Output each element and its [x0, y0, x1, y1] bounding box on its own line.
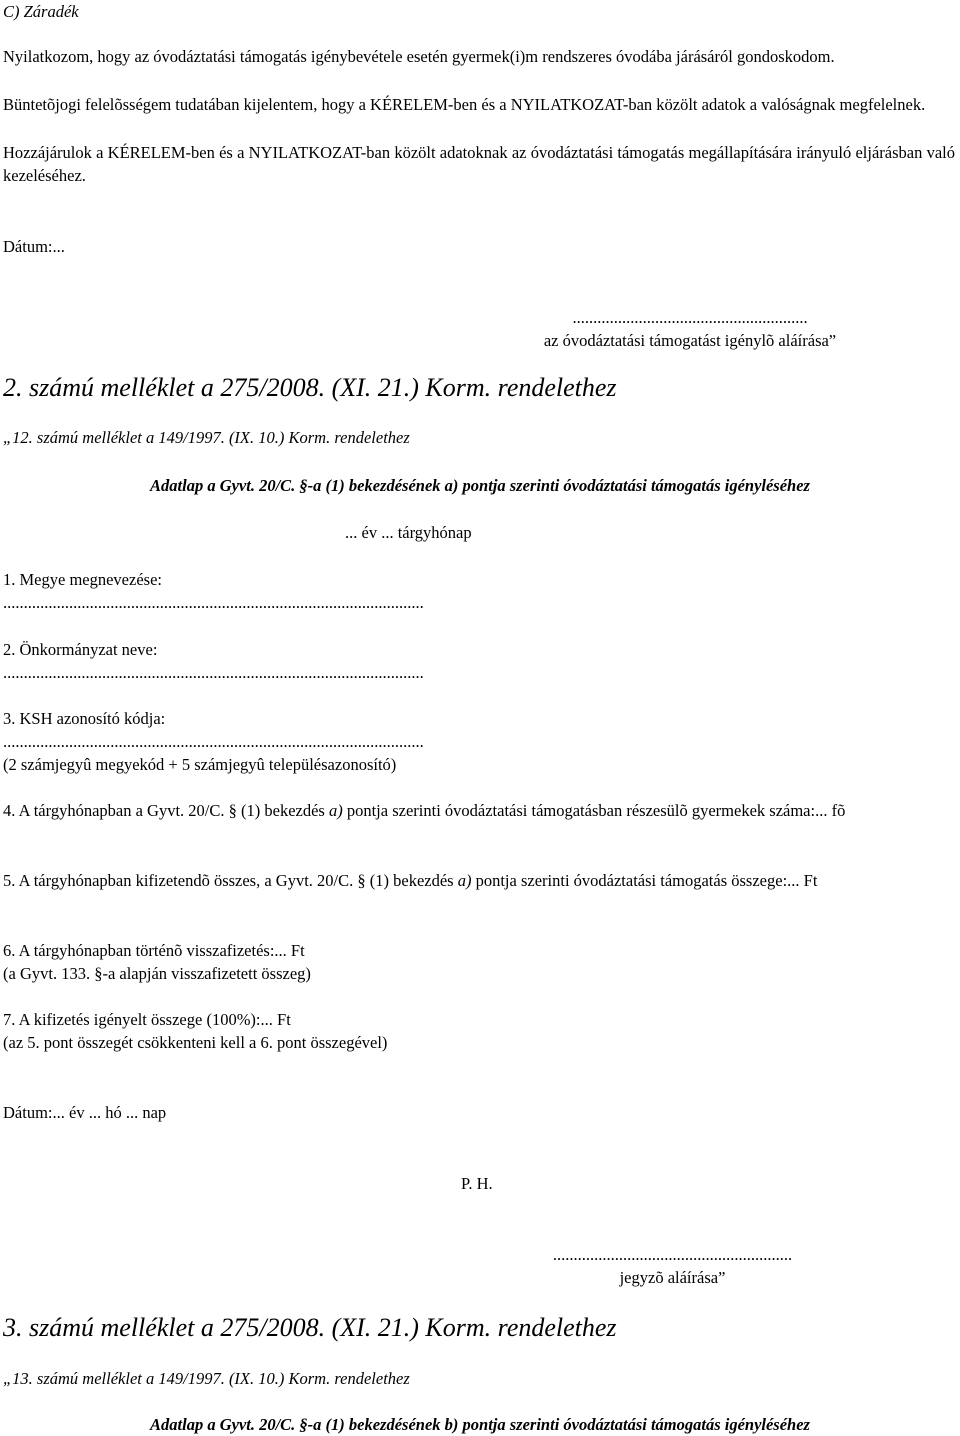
payable-amount-point: a)	[457, 871, 472, 890]
children-count-field	[3, 799, 955, 822]
signature-label: az óvodáztatási támogatást igénylõ aláírása”	[543, 331, 837, 350]
requested-amount-label: 7. A kifizetés igényelt összege (100%):... Ft	[3, 1010, 291, 1029]
children-count-text: 4. A tárgyhónapban a Gyvt. 20/C. § (1) bekezdés	[3, 801, 329, 820]
statement-liability: Büntetõjogi felelõsségem tudatában kijelentem, hogy a KÉRELEM-ben és a NYILATKOZAT-ban közölt adatok a valóságnak megfelelnek.	[3, 95, 926, 114]
requested-amount-note: (az 5. pont összegét csökkenteni kell a 6. pont összegével)	[3, 1033, 388, 1052]
date-field: Dátum:...	[3, 237, 65, 256]
payable-amount-text: 5. A tárgyhónapban kifizetendõ összes, a Gyvt. 20/C. § (1) bekezdés	[3, 871, 458, 890]
annex-3-title: 3. számú melléklet a 275/2008. (XI. 21.) Korm. rendelethez	[3, 1313, 617, 1342]
signature-label: jegyzõ aláírása”	[619, 1268, 726, 1287]
ksh-code-value: ......................................................................................................	[3, 732, 424, 751]
municipality-value: ......................................................................................................	[3, 663, 424, 682]
section-heading: C) Záradék	[3, 2, 79, 21]
applicant-signature-block	[500, 306, 880, 352]
date-line: Dátum:... év ... hó ... nap	[3, 1103, 167, 1122]
annex-3-subtitle: „13. számú melléklet a 149/1997. (IX. 10.) Korm. rendelethez	[3, 1369, 410, 1388]
repayment-field	[3, 939, 955, 985]
repayment-label: 6. A tárgyhónapban történõ visszafizetés:... Ft	[3, 941, 305, 960]
payable-amount-field	[3, 869, 955, 892]
ksh-code-label: 3. KSH azonosító kódja:	[3, 709, 166, 728]
county-label: 1. Megye megnevezése:	[3, 570, 162, 589]
repayment-note: (a Gyvt. 133. §-a alapján visszafizetett összeg)	[3, 964, 311, 983]
annex-3-form-title: Adatlap a Gyvt. 20/C. §-a (1) bekezdésének b) pontja szerinti óvodáztatási támogatás igényléséhez	[150, 1415, 810, 1434]
payable-amount-rest: pontja szerinti óvodáztatási támogatás összege:... Ft	[471, 871, 818, 890]
reporting-period: ... év ... tárgyhónap	[345, 523, 472, 542]
statement-care: Nyilatkozom, hogy az óvodáztatási támogatás igénybevétele esetén gyermek(i)m rendszeres óvodába járásáról gondoskodom.	[3, 47, 835, 66]
children-count-point: a)	[328, 801, 343, 820]
statement-consent: Hozzájárulok a KÉRELEM-ben és a NYILATKOZAT-ban közölt adatoknak az óvodáztatási támogatás megállapítására irányuló eljárásban való kezeléséhez.	[3, 143, 955, 185]
annex-2-title: 2. számú melléklet a 275/2008. (XI. 21.) Korm. rendelethez	[3, 373, 617, 402]
municipality-label: 2. Önkormányzat neve:	[3, 640, 158, 659]
children-count-rest: pontja szerinti óvodáztatási támogatásban részesülõ gyermekek száma:... fõ	[342, 801, 846, 820]
stamp-placeholder: P. H.	[461, 1174, 493, 1193]
signature-line: .........................................................	[572, 308, 808, 327]
signature-line: ..........................................................	[552, 1245, 793, 1264]
requested-amount-field	[3, 1008, 955, 1054]
county-value: ......................................................................................................	[3, 593, 424, 612]
annex-2-form-title: Adatlap a Gyvt. 20/C. §-a (1) bekezdésének a) pontja szerinti óvodáztatási támogatás igényléséhez	[150, 476, 810, 495]
annex-2-subtitle: „12. számú melléklet a 149/1997. (IX. 10.) Korm. rendelethez	[3, 428, 410, 447]
clerk-signature-block	[495, 1243, 850, 1289]
ksh-code-note: (2 számjegyû megyekód + 5 számjegyû településazonosító)	[3, 755, 397, 774]
